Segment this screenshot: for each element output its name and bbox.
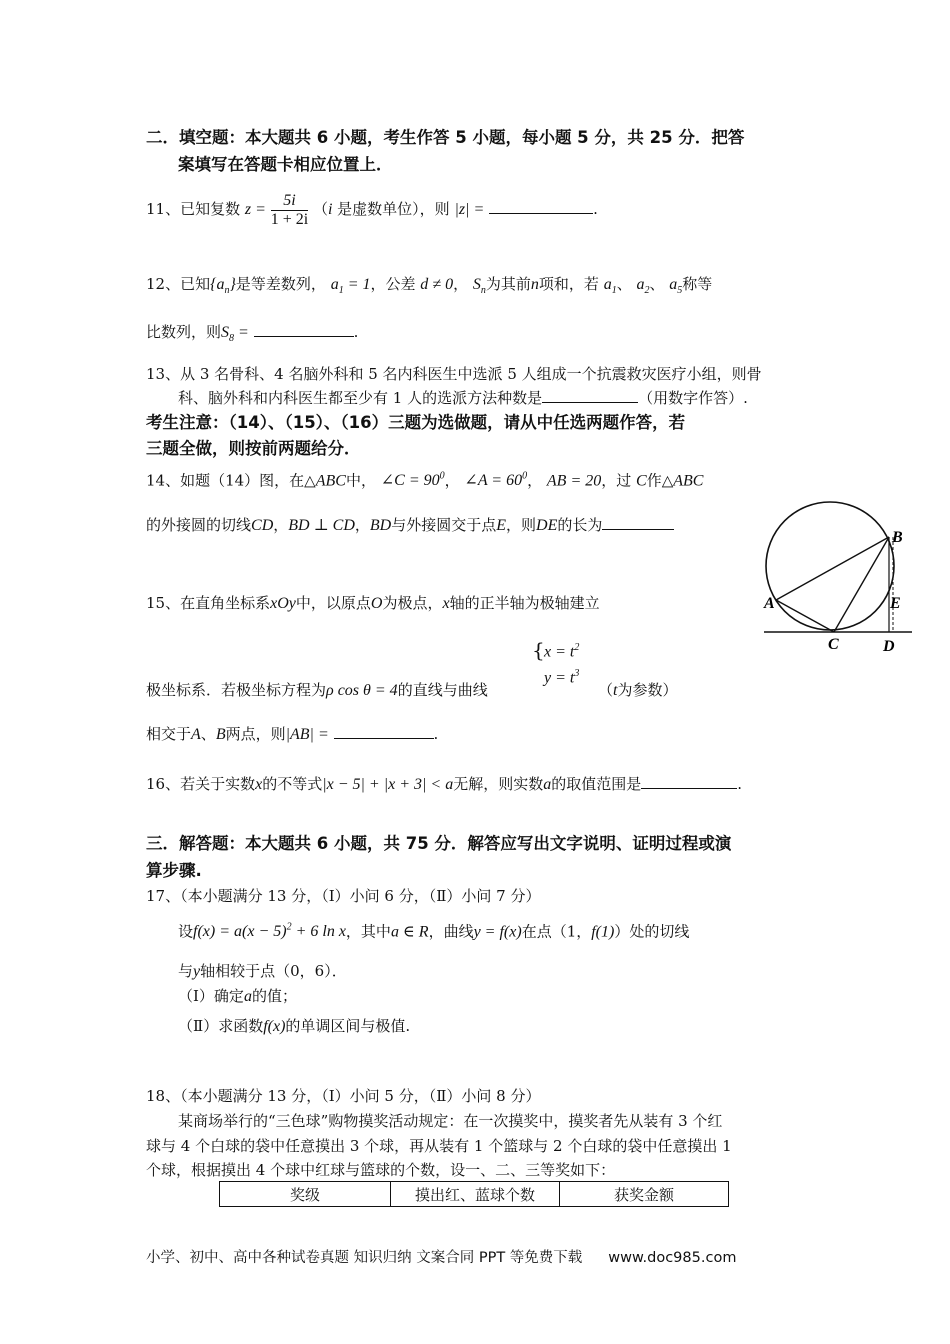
question-15-line3 bbox=[146, 724, 438, 745]
q16-a: a bbox=[543, 776, 552, 793]
q15-sys1 bbox=[544, 637, 579, 663]
q12-line2-prefix: 比数列，则 bbox=[146, 323, 222, 341]
q14-answer-blank[interactable] bbox=[602, 515, 674, 530]
q15-t1: 中，以原点 bbox=[295, 594, 371, 612]
q12-n: n bbox=[530, 276, 539, 293]
q14-abc-2: ABC bbox=[673, 472, 704, 490]
q11-i: i bbox=[327, 201, 333, 218]
q14-deg-a: 0 bbox=[522, 471, 528, 482]
q15-param-note bbox=[598, 680, 677, 701]
q11-z-eq: z = bbox=[244, 201, 266, 218]
q14-t3: ， bbox=[527, 471, 543, 490]
section2-title-line1: 二．填空题：本大题共 6 小题，考生作答 5 小题，每小题 5 分，共 25 分．把答 bbox=[146, 128, 745, 147]
award-table-header-level: 奖级 bbox=[220, 1182, 391, 1207]
q12-s8-eq: = bbox=[234, 324, 249, 341]
q11-note-open: （ bbox=[312, 200, 328, 218]
question-15 bbox=[146, 593, 600, 614]
q17-part2-b: 的单调区间与极值. bbox=[285, 1017, 411, 1035]
q17-a-in-r: a ∈ R bbox=[390, 923, 429, 941]
q17-f1: f(1) bbox=[591, 923, 615, 941]
label-a: A bbox=[764, 595, 775, 612]
q15-line3-b: 、 bbox=[200, 725, 216, 743]
question-12-line2 bbox=[146, 322, 358, 349]
q17-l1-b: ，其中 bbox=[345, 922, 391, 941]
q15-line3-c: 两点，则 bbox=[225, 725, 286, 743]
q17-l1-d: 在点（1， bbox=[521, 922, 592, 941]
q12-a1-a: a bbox=[330, 276, 339, 293]
q15-end: . bbox=[433, 725, 439, 743]
q12-sn bbox=[472, 276, 486, 297]
q17-curve: y = f(x) bbox=[473, 923, 522, 941]
q12-a1-term-a: a bbox=[603, 276, 612, 293]
q15-system bbox=[544, 637, 579, 690]
q15-pa: A bbox=[191, 726, 201, 743]
q15-t2: 为极点， bbox=[382, 594, 443, 612]
section3-title-line1: 三．解答题：本大题共 6 小题，共 75 分．解答应写出文字说明、证明过程或演 bbox=[146, 834, 732, 853]
q16-ineq: |x − 5| + |x + 3| < a bbox=[322, 776, 454, 793]
segment-ac bbox=[776, 600, 834, 632]
q14-angle-c-v: ∠C = 90 bbox=[380, 472, 440, 490]
q17-line2 bbox=[178, 961, 347, 982]
label-c: C bbox=[828, 636, 839, 653]
q17-l1-a: 设 bbox=[178, 922, 194, 941]
q17-l1-c: ，曲线 bbox=[428, 922, 474, 941]
q17-func-b: + 6 ln x bbox=[291, 923, 346, 941]
q15-sys2-sup: 3 bbox=[574, 668, 580, 680]
q15-o: O bbox=[370, 595, 383, 612]
q13-line2-b: （用数字作答）. bbox=[638, 389, 748, 407]
q14-t2: ， bbox=[444, 471, 460, 490]
q15-pb: B bbox=[215, 726, 226, 743]
segment-bc bbox=[834, 537, 889, 632]
q17-part2-a: （Ⅱ）求函数 bbox=[178, 1017, 264, 1035]
question-15-line2 bbox=[146, 680, 488, 701]
q11-answer-blank[interactable] bbox=[489, 199, 593, 214]
q18-line2: 球与 4 个白球的袋中任意摸出 3 个球，再从装有 1 个篮球与 2 个白球的袋中任意摸出 1 bbox=[146, 1137, 732, 1155]
q12-d: d ≠ 0 bbox=[420, 276, 454, 293]
q11-prefix: 11、已知复数 bbox=[146, 200, 241, 218]
q12-answer-blank[interactable] bbox=[254, 322, 354, 337]
q15-paren-close: 为参数） bbox=[617, 681, 678, 699]
q12-t6: 、 bbox=[616, 275, 632, 293]
q14-line2-e: ，则 bbox=[506, 516, 537, 534]
q15-sys2-v: y = t bbox=[544, 669, 575, 687]
q12-seq-sub: n bbox=[224, 285, 230, 297]
q14-t5: 作△ bbox=[646, 471, 674, 490]
q11-note: 是虚数单位），则 bbox=[332, 200, 450, 218]
footer-url[interactable]: www.doc985.com bbox=[608, 1250, 737, 1266]
footer bbox=[146, 1246, 736, 1267]
q12-seq-a: {a bbox=[210, 276, 225, 293]
q16-t2: 无解，则实数 bbox=[453, 775, 544, 793]
q12-a5-term-a: a bbox=[669, 276, 678, 293]
q12-t5: 项和，若 bbox=[538, 275, 599, 293]
q12-a2-term-a: a bbox=[636, 276, 645, 293]
q14-angle-a bbox=[464, 472, 527, 489]
q15-sys1-sup: 2 bbox=[574, 642, 580, 653]
notice-line1: 考生注意：（14）、（15）、（16）三题为选做题，请从中任选两题作答，若 bbox=[146, 413, 686, 432]
q14-angle-a-v: ∠A = 60 bbox=[464, 472, 523, 490]
q17-func-sup: 2 bbox=[286, 922, 292, 933]
q16-answer-blank[interactable] bbox=[641, 774, 737, 789]
label-d: D bbox=[883, 638, 895, 655]
q11-frac-num: 5i bbox=[271, 192, 308, 211]
q12-s8-s: S bbox=[221, 324, 230, 341]
q14-line2-f: 的长为 bbox=[557, 516, 603, 534]
q14-line2-c: ， bbox=[354, 516, 370, 534]
segment-ab bbox=[776, 537, 889, 600]
q12-end: . bbox=[353, 323, 359, 341]
section3-title-line2: 算步骤. bbox=[146, 861, 202, 880]
q14-cd: CD bbox=[251, 517, 274, 534]
q14-c: C bbox=[636, 472, 647, 490]
q12-prefix: 12、已知 bbox=[146, 275, 211, 293]
q11-abs: |z| = bbox=[454, 201, 485, 218]
q14-abc: ABC bbox=[315, 472, 346, 490]
question-14 bbox=[146, 467, 703, 491]
q15-prefix: 15、在直角坐标系 bbox=[146, 594, 271, 612]
q14-line2-a: 的外接圆的切线 bbox=[146, 516, 252, 534]
q15-line3-a: 相交于 bbox=[146, 725, 192, 743]
award-table bbox=[219, 1181, 729, 1207]
q15-x: x bbox=[442, 595, 450, 612]
q12-a5-term: $a_5$ bbox=[669, 276, 683, 297]
label-e: E bbox=[890, 595, 901, 612]
q15-paren-open: （ bbox=[598, 681, 614, 699]
q14-de: DE bbox=[536, 517, 558, 534]
q16-t1: 的不等式 bbox=[262, 775, 323, 793]
q11-end: . bbox=[593, 200, 598, 218]
q16-prefix: 16、若关于实数 bbox=[146, 775, 256, 793]
q16-t3: 的取值范围是 bbox=[551, 775, 642, 793]
q12-s8 bbox=[221, 324, 249, 345]
q14-t1: 中， bbox=[345, 471, 376, 490]
q12-a1: $a_1 = 1$ bbox=[330, 276, 371, 297]
q17-part1 bbox=[178, 986, 297, 1007]
notice-line2: 三题全做，则按前两题给分． bbox=[146, 439, 361, 458]
q14-line2-b: ， bbox=[273, 516, 289, 534]
q12-seq bbox=[210, 276, 236, 297]
award-table-header-balls: 摸出红、蓝球个数 bbox=[391, 1182, 560, 1207]
q15-answer-blank[interactable] bbox=[334, 724, 434, 739]
q13-answer-blank[interactable] bbox=[542, 388, 638, 403]
q17-l2-b: 轴相较于点（0，6）． bbox=[200, 962, 347, 980]
award-table-header-row bbox=[220, 1182, 729, 1207]
q12-t3: ， bbox=[453, 275, 469, 293]
question-11 bbox=[146, 188, 598, 231]
q17-func bbox=[193, 923, 346, 940]
q15-abs-ab: |AB| = bbox=[285, 726, 329, 743]
q17-line1 bbox=[178, 918, 689, 942]
footer-text: 小学、初中、高中各种试卷真题 知识归纳 文案合同 PPT 等免费下载 bbox=[146, 1250, 583, 1266]
q17-header: 17、（本小题满分 13 分，（Ⅰ）小问 6 分，（Ⅱ）小问 7 分） bbox=[146, 887, 541, 905]
q12-t2: ，公差 bbox=[370, 275, 416, 293]
q18-line3: 个球，根据摸出 4 个球中红球与篮球的个数，设一、二、三等奖如下： bbox=[146, 1161, 616, 1179]
q14-prefix: 14、如题（14）图，在△ bbox=[146, 471, 316, 490]
q16-end: . bbox=[737, 775, 743, 793]
question-14-line2 bbox=[146, 515, 674, 536]
q12-t8: 称等 bbox=[682, 275, 713, 293]
q12-t7: 、 bbox=[649, 275, 665, 293]
q17-y: y bbox=[193, 963, 201, 980]
q12-t1: 是等差数列， bbox=[235, 275, 326, 293]
q15-polar: ρ cos θ = 4 bbox=[326, 682, 398, 699]
q13-line2-a: 科、脑外科和内科医生都至少有 1 人的选派方法种数是 bbox=[178, 389, 543, 407]
q14-angle-c bbox=[381, 472, 445, 489]
q11-fraction bbox=[271, 192, 308, 229]
q12-s8-sub: 8 bbox=[229, 333, 235, 345]
q15-sys1-v: x = t bbox=[544, 643, 575, 661]
q12-seq-close: } bbox=[229, 276, 236, 293]
q17-part1-a: （Ⅰ）确定 bbox=[178, 987, 244, 1005]
q15-t3: 轴的正半轴为极轴建立 bbox=[449, 594, 600, 612]
q15-t-param: t bbox=[613, 682, 618, 699]
circle-figure bbox=[762, 496, 912, 656]
q17-l1-e: ）处的切线 bbox=[614, 922, 690, 941]
q17-part2-fx: f(x) bbox=[263, 1018, 286, 1035]
q12-t4: 为其前 bbox=[485, 275, 531, 293]
q15-xoy: xOy bbox=[270, 595, 296, 612]
question-16 bbox=[146, 774, 742, 795]
q17-part1-b: 的值； bbox=[251, 987, 297, 1005]
question-12 bbox=[146, 274, 712, 301]
q15-system-brace: { bbox=[532, 638, 545, 662]
q17-func-a: f(x) = a(x − 5) bbox=[193, 923, 287, 941]
q14-t4: ，过 bbox=[601, 471, 632, 490]
q15-line2-b: 的直线与曲线 bbox=[397, 681, 488, 699]
label-b: B bbox=[892, 529, 903, 546]
question-13-line2 bbox=[178, 388, 748, 408]
q17-l2-a: 与 bbox=[178, 962, 194, 980]
award-table-header-amount: 获奖金额 bbox=[560, 1182, 729, 1207]
section2-title-line2: 案填写在答题卡相应位置上． bbox=[178, 155, 393, 174]
q11-frac-den: 1 + 2i bbox=[270, 210, 309, 228]
q15-sys2 bbox=[544, 663, 579, 689]
q12-a1-eq: = 1 bbox=[343, 276, 371, 293]
q12-a1-term: $a_1$ bbox=[603, 276, 617, 297]
q12-a2-term: $a_2$ bbox=[636, 276, 650, 297]
q12-sn-sub: n bbox=[480, 285, 486, 297]
q18-header: 18、（本小题满分 13 分，（Ⅰ）小问 5 分，（Ⅱ）小问 8 分） bbox=[146, 1087, 541, 1105]
question-13-line1: 13、从 3 名骨科、4 名脑外科和 5 名内科医生中选派 5 人组成一个抗震救灾医疗小组，则骨 bbox=[146, 365, 762, 383]
circumcircle bbox=[766, 502, 894, 630]
q14-bd: BD bbox=[369, 517, 392, 534]
q14-ab: AB = 20 bbox=[546, 472, 602, 490]
q15-line2-a: 极坐标系．若极坐标方程为 bbox=[146, 681, 327, 699]
q17-part1-var: a bbox=[243, 988, 252, 1005]
q12-sn-s: S bbox=[472, 276, 481, 293]
q14-bd-perp: BD ⊥ CD bbox=[288, 517, 355, 534]
q17-part2 bbox=[178, 1016, 410, 1037]
q14-deg-c: 0 bbox=[439, 471, 445, 482]
q16-x: x bbox=[255, 776, 263, 793]
q18-line1: 某商场举行的“三色球”购物摸奖活动规定：在一次摸奖中，摸奖者先从装有 3 个红 bbox=[178, 1112, 723, 1130]
q14-line2-d: 与外接圆交于点 bbox=[391, 516, 497, 534]
q14-e: E bbox=[496, 517, 507, 534]
